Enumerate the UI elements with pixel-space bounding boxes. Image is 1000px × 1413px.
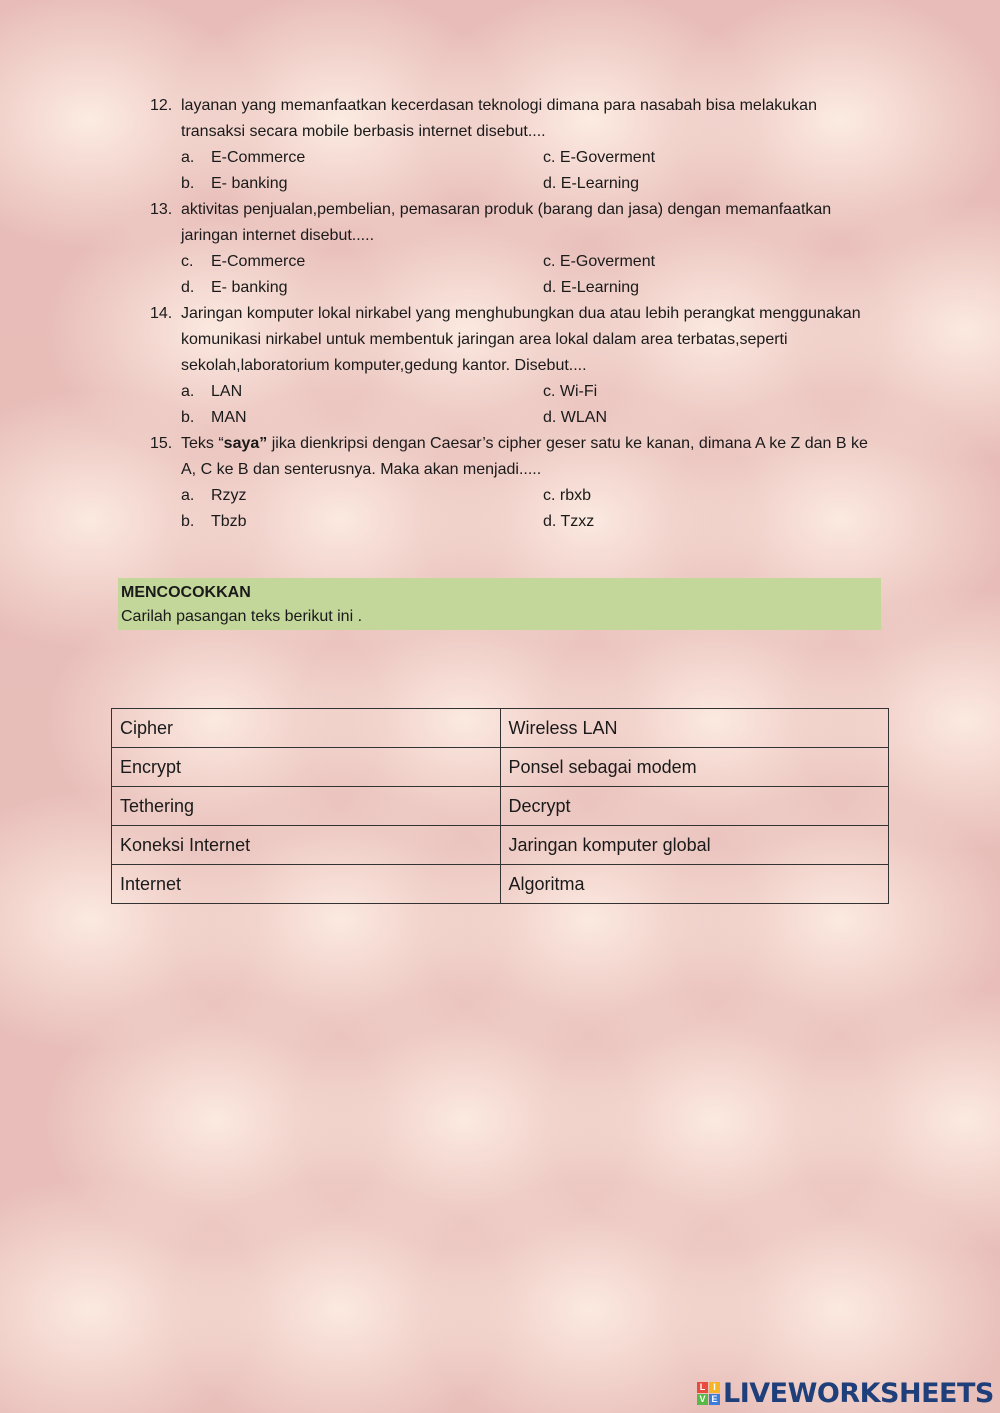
option-text: LAN bbox=[211, 383, 243, 400]
question-number: 12. bbox=[150, 97, 173, 114]
matching-table bbox=[111, 708, 889, 904]
option[interactable] bbox=[543, 249, 880, 275]
option-text: c. E-Goverment bbox=[543, 253, 656, 270]
match-right-item[interactable]: Wireless LAN bbox=[500, 709, 889, 748]
option-letter: b. bbox=[181, 513, 195, 530]
option-text: E-Commerce bbox=[211, 253, 306, 270]
table-row bbox=[112, 748, 889, 787]
option[interactable] bbox=[181, 249, 543, 275]
question-13 bbox=[150, 197, 880, 301]
match-right-item[interactable]: Decrypt bbox=[500, 787, 889, 826]
option-text: d. WLAN bbox=[543, 409, 608, 426]
question-12 bbox=[150, 93, 880, 197]
option-text: c. Wi-Fi bbox=[543, 383, 598, 400]
option[interactable] bbox=[543, 145, 880, 171]
table-row bbox=[112, 709, 889, 748]
option-text: Rzyz bbox=[211, 487, 247, 504]
option-text: c. rbxb bbox=[543, 487, 592, 504]
option-text: d. E-Learning bbox=[543, 175, 640, 192]
option-text: Tbzb bbox=[211, 513, 247, 530]
option-text: E-Commerce bbox=[211, 149, 306, 166]
options bbox=[181, 379, 880, 431]
match-right-item[interactable]: Ponsel sebagai modem bbox=[500, 748, 889, 787]
option[interactable] bbox=[543, 483, 880, 509]
section-header bbox=[118, 578, 881, 630]
option[interactable] bbox=[543, 275, 880, 301]
option-text: E- banking bbox=[211, 279, 288, 296]
option[interactable] bbox=[181, 483, 543, 509]
option-letter: b. bbox=[181, 409, 195, 426]
logo-text: LIVEWORKSHEETS bbox=[723, 1378, 994, 1409]
options bbox=[181, 249, 880, 301]
question-15 bbox=[150, 431, 880, 535]
option[interactable] bbox=[181, 379, 543, 405]
match-right-item[interactable]: Algoritma bbox=[500, 865, 889, 904]
logo-icon bbox=[697, 1382, 720, 1405]
option[interactable] bbox=[181, 145, 543, 171]
match-left-item[interactable]: Internet bbox=[112, 865, 501, 904]
logo-letter: L bbox=[697, 1382, 708, 1393]
options bbox=[181, 483, 880, 535]
question-text: layanan yang memanfaatkan kecerdasan teknologi dimana para nasabah bisa melakukan transaksi secara mobile berbasis internet disebut.... bbox=[181, 97, 817, 140]
match-left-item[interactable]: Tethering bbox=[112, 787, 501, 826]
question-text-bold: saya” bbox=[223, 435, 268, 452]
option[interactable] bbox=[543, 171, 880, 197]
questions-list bbox=[150, 93, 880, 535]
option-text: d. Tzxz bbox=[543, 513, 595, 530]
option[interactable] bbox=[181, 171, 543, 197]
option-text: d. E-Learning bbox=[543, 279, 640, 296]
question-number: 13. bbox=[150, 201, 173, 218]
option-text: c. E-Goverment bbox=[543, 149, 656, 166]
options bbox=[181, 145, 880, 197]
option[interactable] bbox=[543, 379, 880, 405]
option[interactable] bbox=[181, 405, 543, 431]
section-instruction: Carilah pasangan teks berikut ini . bbox=[121, 608, 363, 625]
option-letter: d. bbox=[181, 279, 195, 296]
option-text: MAN bbox=[211, 409, 247, 426]
question-number: 15. bbox=[150, 435, 173, 452]
table-row bbox=[112, 787, 889, 826]
logo-letter: V bbox=[697, 1394, 708, 1405]
question-text: Jaringan komputer lokal nirkabel yang menghubungkan dua atau lebih perangkat menggunakan komunikasi nirkabel untuk membentuk jaringan area lokal dalam area terbatas,seperti sekolah,laboratorium komputer,gedung kantor. Disebut.... bbox=[181, 305, 861, 374]
liveworksheets-logo bbox=[697, 1378, 994, 1409]
match-left-item[interactable]: Encrypt bbox=[112, 748, 501, 787]
question-14 bbox=[150, 301, 880, 431]
option[interactable] bbox=[543, 509, 880, 535]
option[interactable] bbox=[181, 509, 543, 535]
option[interactable] bbox=[181, 275, 543, 301]
question-text: aktivitas penjualan,pembelian, pemasaran produk (barang dan jasa) dengan memanfaatkan jaringan internet disebut..... bbox=[181, 201, 832, 244]
logo-letter: I bbox=[709, 1382, 720, 1393]
table-row bbox=[112, 865, 889, 904]
option-letter: b. bbox=[181, 175, 195, 192]
option[interactable] bbox=[543, 405, 880, 431]
logo-letter: E bbox=[709, 1394, 720, 1405]
match-left-item[interactable]: Cipher bbox=[112, 709, 501, 748]
option-letter: a. bbox=[181, 487, 195, 504]
question-text bbox=[181, 431, 880, 483]
option-text: E- banking bbox=[211, 175, 288, 192]
question-text-before: Teks “ bbox=[181, 435, 224, 452]
match-left-item[interactable]: Koneksi Internet bbox=[112, 826, 501, 865]
option-letter: a. bbox=[181, 149, 195, 166]
section-title: MENCOCOKKAN bbox=[121, 584, 251, 601]
table-row bbox=[112, 826, 889, 865]
option-letter: c. bbox=[181, 253, 194, 270]
question-number: 14. bbox=[150, 305, 173, 322]
option-letter: a. bbox=[181, 383, 195, 400]
match-right-item[interactable]: Jaringan komputer global bbox=[500, 826, 889, 865]
question-text-after: jika dienkripsi dengan Caesar’s cipher geser satu ke kanan, dimana A ke Z dan B ke A, C ke B dan senterusnya. Maka akan menjadi..... bbox=[181, 435, 868, 478]
